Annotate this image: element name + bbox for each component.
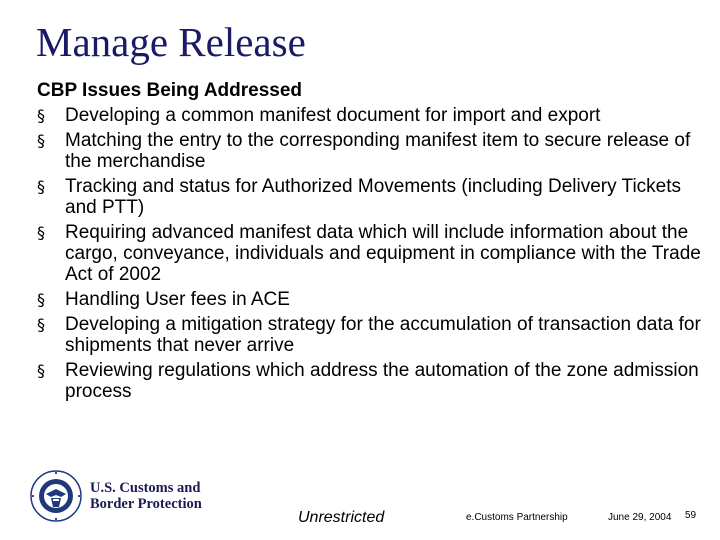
bullet-marker: § [37,290,45,309]
section-heading: CBP Issues Being Addressed [37,80,303,101]
bullet-marker: § [37,131,45,150]
bullet-text: Handling User fees in ACE [65,289,290,310]
bullet-item [37,314,707,356]
bullet-item [37,176,707,218]
cbp-logo [30,470,202,522]
bullet-item [37,289,707,310]
bullet-item [37,222,707,285]
bullet-list [37,105,707,402]
bullet-marker: § [37,361,45,380]
bullet-text: Developing a mitigation strategy for the accumulation of transaction data for shipments that never arrive [65,314,701,356]
org-line-2: Border Protection [90,496,202,512]
bullet-text: Matching the entry to the corresponding manifest item to secure release of the merchandise [65,130,691,172]
bullet-marker: § [37,223,45,242]
slide-title: Manage Release [36,19,306,65]
org-line-1: U.S. Customs and [90,480,201,496]
dhs-seal-icon [30,470,82,522]
bullet-text: Tracking and status for Authorized Movements (including Delivery Tickets and PTT) [65,176,682,218]
bullet-text: Requiring advanced manifest data which will include information about the cargo, conveyance, individuals and equipment in compliance with the Trade Act of 2002 [65,222,701,285]
date-label: June 29, 2004 [608,512,672,523]
organization-name [90,480,202,512]
classification-label: Unrestricted [298,509,385,526]
bullet-item [37,360,707,402]
page-number: 59 [685,510,697,521]
bullet-item [37,105,707,126]
bullet-marker: § [37,106,45,125]
bullet-marker: § [37,315,45,334]
bullet-text: Reviewing regulations which address the automation of the zone admission process [65,360,699,402]
bullet-text: Developing a common manifest document for import and export [65,105,601,126]
partner-label: e.Customs Partnership [466,512,568,523]
slide-body [37,80,707,406]
bullet-item [37,130,707,172]
bullet-marker: § [37,177,45,196]
